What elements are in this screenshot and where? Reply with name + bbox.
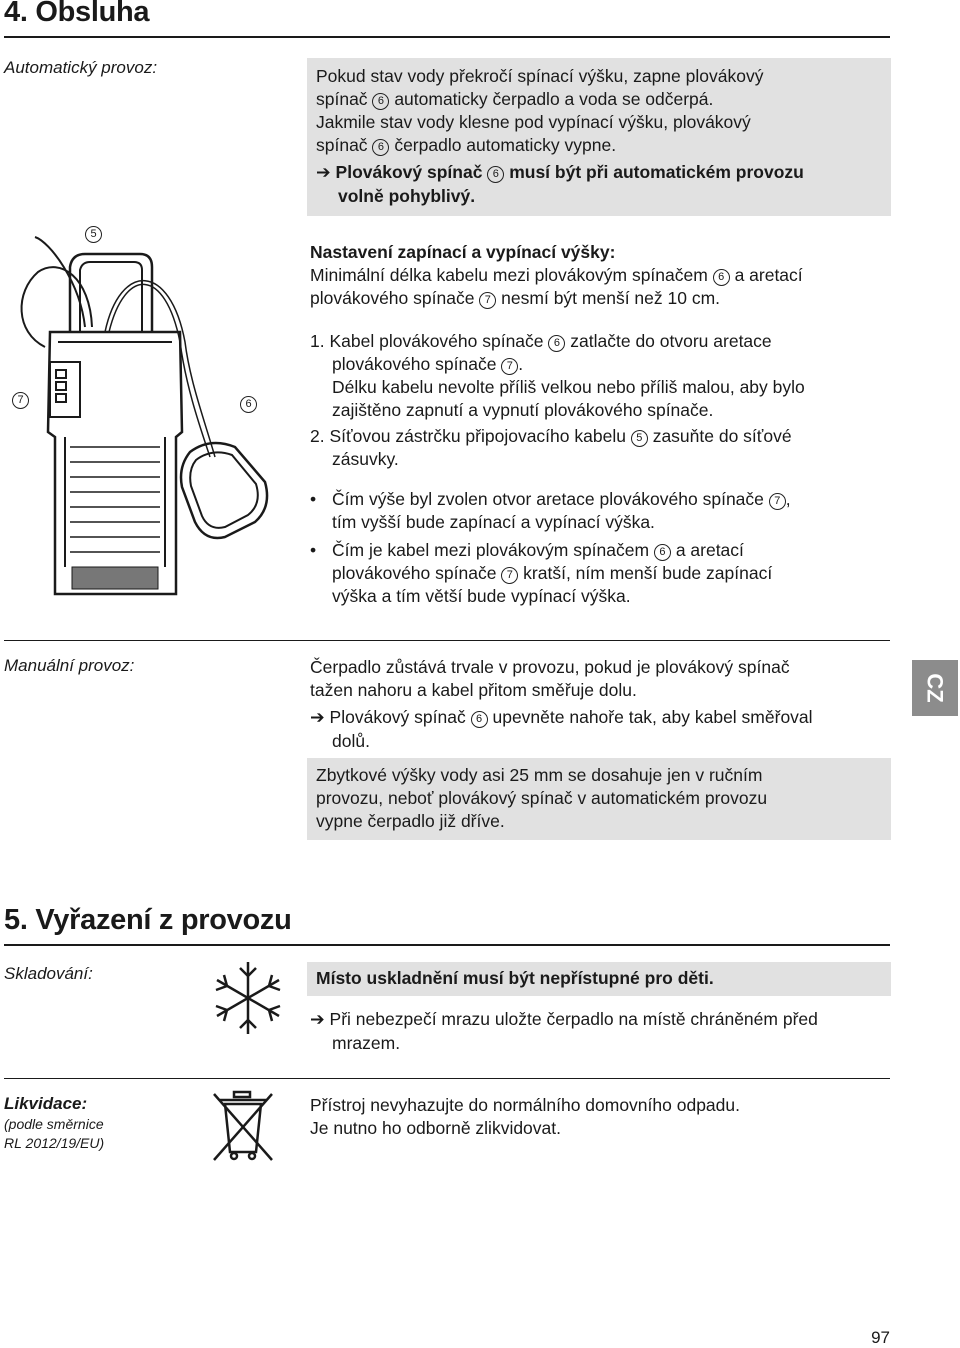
- arrow-icon: ➔: [310, 708, 325, 728]
- auto-mode-label: Automatický provoz:: [4, 58, 158, 77]
- callout-5: 5: [85, 225, 102, 243]
- steps-list: 1. Kabel plovákového spínače 6 zatlačte do otvoru aretace plovákového spínače 7 . Délku kabelu nevolte příliš velkou nebo příliš malou, aby bylo zajištěno zapnutí a vypnutí plovákového spínače. 2. Síťovou zástrčku připojovacího kabelu 5 zasuňte do síťové zásuvky.: [310, 331, 805, 469]
- manual-block: Čerpadlo zůstává trvale v provozu, pokud je plovákový spínač tažen nahoru a kabel přitom směřuje dolu. ➔ Plovákový spínač 6 upevněte nahoře tak, aby kabel směřoval dolů.: [310, 657, 813, 751]
- disposal-directive: (podle směrnice RL 2012/19/EU): [4, 1116, 105, 1151]
- page-number: 97: [871, 1328, 890, 1347]
- list-item: • Čím je kabel mezi plovákovým spínačem 6 a aretací: [310, 540, 744, 560]
- auto-mode-box: Pokud stav vody překročí spínací výšku, zapne plovákový spínač 6 automaticky čerpadlo a voda se odčerpá. Jakmile stav vody klesne pod vypínací výšku, plovákový spínač 6 čerpadlo automaticky vypne. ➔ Plovákový spínač 6 musí být při automatickém provozu volně pohyblivý.: [307, 58, 891, 216]
- list-item: • Čím výše byl zvolen otvor aretace plovákového spínače 7 ,: [310, 489, 791, 509]
- storage-label: Skladování:: [4, 964, 93, 983]
- divider: [4, 640, 890, 641]
- divider: [4, 1078, 890, 1079]
- pump-illustration: [10, 222, 275, 617]
- callout-7: 7: [12, 391, 29, 409]
- arrow-icon: ➔: [310, 1010, 325, 1030]
- manual-mode-label: Manuální provoz:: [4, 656, 135, 675]
- settings-heading: Nastavení zapínací a vypínací výšky:: [310, 242, 616, 262]
- section-title-4: 4. Obsluha: [4, 0, 150, 28]
- arrow-icon: ➔: [316, 163, 331, 183]
- storage-text: ➔ Při nebezpečí mrazu uložte čerpadlo na místě chráněném před mrazem.: [310, 1009, 818, 1053]
- language-tab: CZ: [912, 660, 958, 716]
- disposal-text: Přístroj nevyhazujte do normálního domovního odpadu. Je nutno ho odborně zlikvidovat.: [310, 1095, 740, 1138]
- callout-6: 6: [240, 395, 257, 413]
- bullets-list: • Čím výše byl zvolen otvor aretace plovákového spínače 7 , tím vyšší bude zapínací a vypínací výška. • Čím je kabel mezi plovákovým spínačem 6 a aretací plovákového spínače 7 kratší, ním menší bude zapínací výška a tím větší bude vypínací výška.: [332, 488, 892, 608]
- crossed-bin-icon: [210, 1088, 276, 1162]
- section-title-5: 5. Vyřazení z provozu: [4, 904, 292, 936]
- snowflake-icon: [208, 958, 288, 1038]
- storage-warning-box: Místo uskladnění musí být nepřístupné pro děti.: [307, 962, 891, 996]
- manual-note-box: Zbytkové výšky vody asi 25 mm se dosahuje jen v ručním provozu, neboť plovákový spínač v automatickém provozu vypne čerpadlo již dříve.: [307, 758, 891, 840]
- section-rule: [4, 944, 890, 946]
- settings-block: Nastavení zapínací a vypínací výšky: Minimální délka kabelu mezi plovákovým spínačem 6 a aretací plovákového spínače 7 nesmí být menší než 10 cm.: [310, 241, 890, 310]
- section-rule: [4, 36, 890, 38]
- disposal-label: Likvidace:: [4, 1094, 88, 1113]
